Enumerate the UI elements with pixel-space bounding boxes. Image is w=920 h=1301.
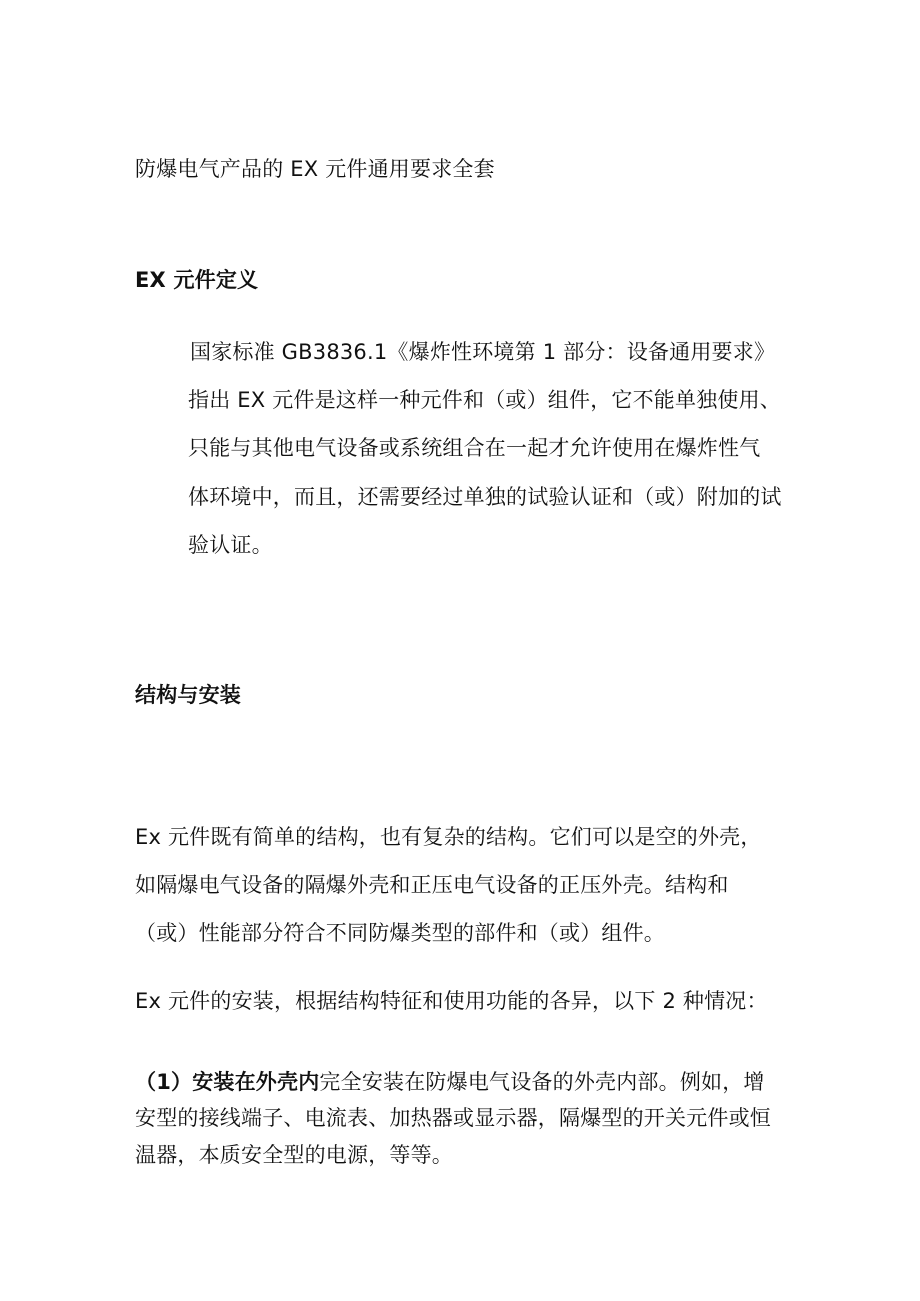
installation-item-1-text: 完全安装在防爆电气设备的外壳内部。例如，增	[319, 1070, 765, 1094]
definition-line: 只能与其他电气设备或系统组合在一起才允许使用在爆炸性气	[188, 436, 761, 460]
installation-intro: Ex 元件的安装，根据结构特征和使用功能的各异，以下 2 种情况：	[135, 989, 768, 1013]
definition-line: 体环境中，而且，还需要经过单独的试验认证和（或）附加的试	[188, 485, 782, 509]
document-title: 防爆电气产品的 EX 元件通用要求全套	[135, 157, 495, 181]
section-heading-structure-installation: 结构与安装	[135, 683, 241, 707]
definition-line: 验认证。	[188, 533, 273, 557]
section-heading-ex-definition: EX 元件定义	[135, 268, 259, 292]
structure-paragraph-line: （或）性能部分符合不同防爆类型的部件和（或）组件。	[135, 921, 665, 945]
installation-item-1	[135, 1067, 765, 1097]
installation-item-1-label: （1）安装在外壳内	[135, 1070, 320, 1094]
definition-line: 指出 EX 元件是这样一种元件和（或）组件，它不能单独使用、	[188, 388, 782, 412]
definition-line: 国家标准 GB3836.1《爆炸性环境第 1 部分：设备通用要求》	[190, 340, 776, 364]
installation-item-1-line: 安型的接线端子、电流表、加热器或显示器，隔爆型的开关元件或恒	[135, 1106, 771, 1130]
structure-paragraph-line: 如隔爆电气设备的隔爆外壳和正压电气设备的正压外壳。结构和	[135, 873, 729, 897]
installation-item-1-line: 温器，本质安全型的电源，等等。	[135, 1143, 453, 1167]
structure-paragraph-line: Ex 元件既有简单的结构，也有复杂的结构。它们可以是空的外壳，	[135, 825, 762, 849]
